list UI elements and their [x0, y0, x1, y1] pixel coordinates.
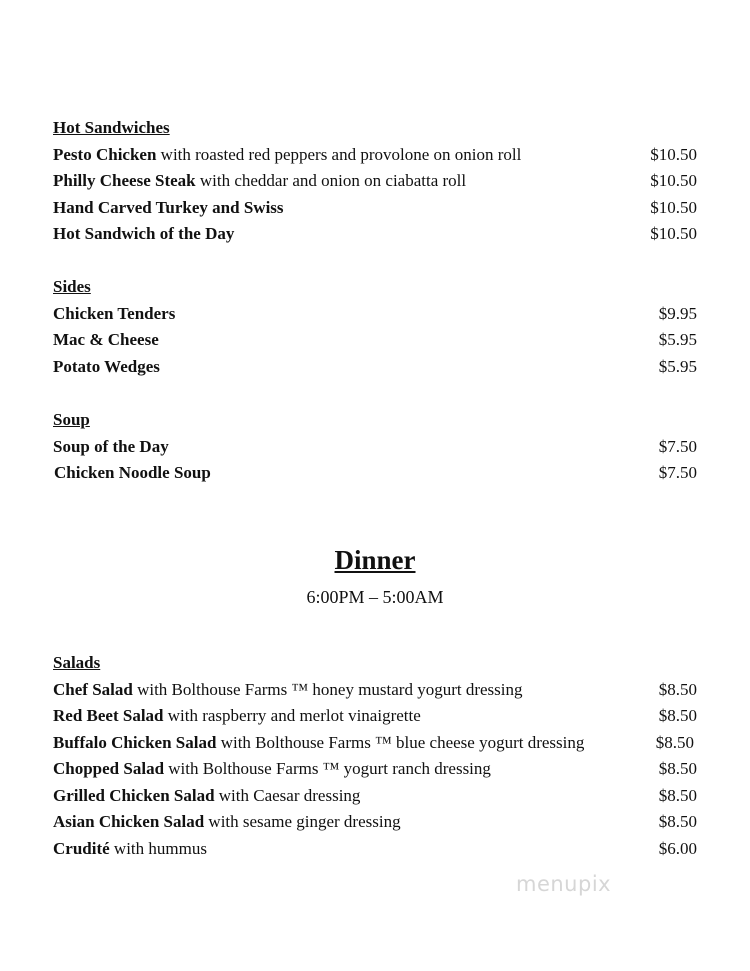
- item-price: $9.95: [658, 303, 697, 323]
- item-name: Potato Wedges: [53, 356, 160, 376]
- item-name: Chicken Tenders: [53, 303, 176, 323]
- menu-item: [53, 783, 697, 810]
- section-soup: [53, 407, 697, 487]
- menu-item: [53, 354, 697, 381]
- item-description: with Bolthouse Farms ™ honey mustard yogurt dressing: [132, 679, 523, 699]
- item-price: $8.50: [658, 706, 697, 726]
- section-title: Soup: [53, 410, 90, 429]
- section-title: Sides: [53, 277, 91, 296]
- menu-item: [53, 168, 697, 195]
- menupix-watermark: menupix: [516, 872, 612, 896]
- menu-item: [53, 703, 697, 730]
- item-price: $10.50: [650, 197, 697, 217]
- item-price: $6.00: [658, 839, 697, 859]
- item-name: Philly Cheese Steak: [53, 171, 196, 191]
- section-sides: [53, 274, 697, 380]
- item-name: Pesto Chicken: [53, 144, 157, 164]
- dinner-hours: 6:00PM – 5:00AM: [306, 587, 444, 607]
- item-price: $7.50: [658, 436, 697, 456]
- item-name: Hot Sandwich of the Day: [53, 224, 235, 244]
- item-description: with Caesar dressing: [214, 785, 361, 805]
- item-name: Crudité: [53, 839, 110, 859]
- section-salads: [53, 650, 697, 863]
- item-description: with roasted red peppers and provolone on onion roll: [156, 144, 522, 164]
- item-name: Asian Chicken Salad: [53, 812, 205, 832]
- item-description: with Bolthouse Farms ™ blue cheese yogurt dressing: [216, 732, 585, 752]
- menu-item: [53, 809, 697, 836]
- item-price: $8.50: [658, 679, 697, 699]
- item-name: Chicken Noodle Soup: [54, 463, 211, 483]
- item-name: Grilled Chicken Salad: [53, 785, 215, 805]
- item-description: with sesame ginger dressing: [204, 812, 401, 832]
- item-description: with cheddar and onion on ciabatta roll: [195, 171, 467, 191]
- section-title: Hot Sandwiches: [53, 118, 170, 137]
- menu-item: [53, 836, 697, 863]
- menu-item: [53, 221, 697, 248]
- item-name: Chef Salad: [53, 679, 133, 699]
- item-name: Hand Carved Turkey and Swiss: [53, 197, 284, 217]
- menu-item: [53, 195, 697, 222]
- menu-item: [53, 301, 697, 328]
- menu-item: [53, 756, 697, 783]
- menu-item: [53, 460, 697, 487]
- item-price: $8.50: [658, 785, 697, 805]
- item-description: with raspberry and merlot vinaigrette: [163, 706, 421, 726]
- menu-item: [53, 677, 697, 704]
- item-price: $5.95: [658, 330, 697, 350]
- dinner-heading: Dinner: [334, 545, 416, 575]
- item-price: $7.50: [658, 463, 697, 483]
- item-price: $10.50: [650, 144, 697, 164]
- item-description: with Bolthouse Farms ™ yogurt ranch dressing: [164, 759, 491, 779]
- item-name: Red Beet Salad: [53, 706, 164, 726]
- item-price: $5.95: [658, 356, 697, 376]
- item-price: $8.50: [655, 732, 694, 752]
- item-name: Soup of the Day: [53, 436, 169, 456]
- menu-item: [53, 730, 697, 757]
- section-title: Salads: [53, 653, 101, 672]
- item-description: with hummus: [109, 839, 207, 859]
- item-name: Mac & Cheese: [53, 330, 159, 350]
- menu-item: [53, 142, 697, 169]
- section-hot-sandwiches: [53, 115, 697, 248]
- item-price: $10.50: [650, 171, 697, 191]
- menu-item: [53, 434, 697, 461]
- menu-item: [53, 327, 697, 354]
- item-price: $8.50: [658, 812, 697, 832]
- item-price: $10.50: [650, 224, 697, 244]
- item-name: Chopped Salad: [53, 759, 165, 779]
- item-price: $8.50: [658, 759, 697, 779]
- item-name: Buffalo Chicken Salad: [53, 732, 217, 752]
